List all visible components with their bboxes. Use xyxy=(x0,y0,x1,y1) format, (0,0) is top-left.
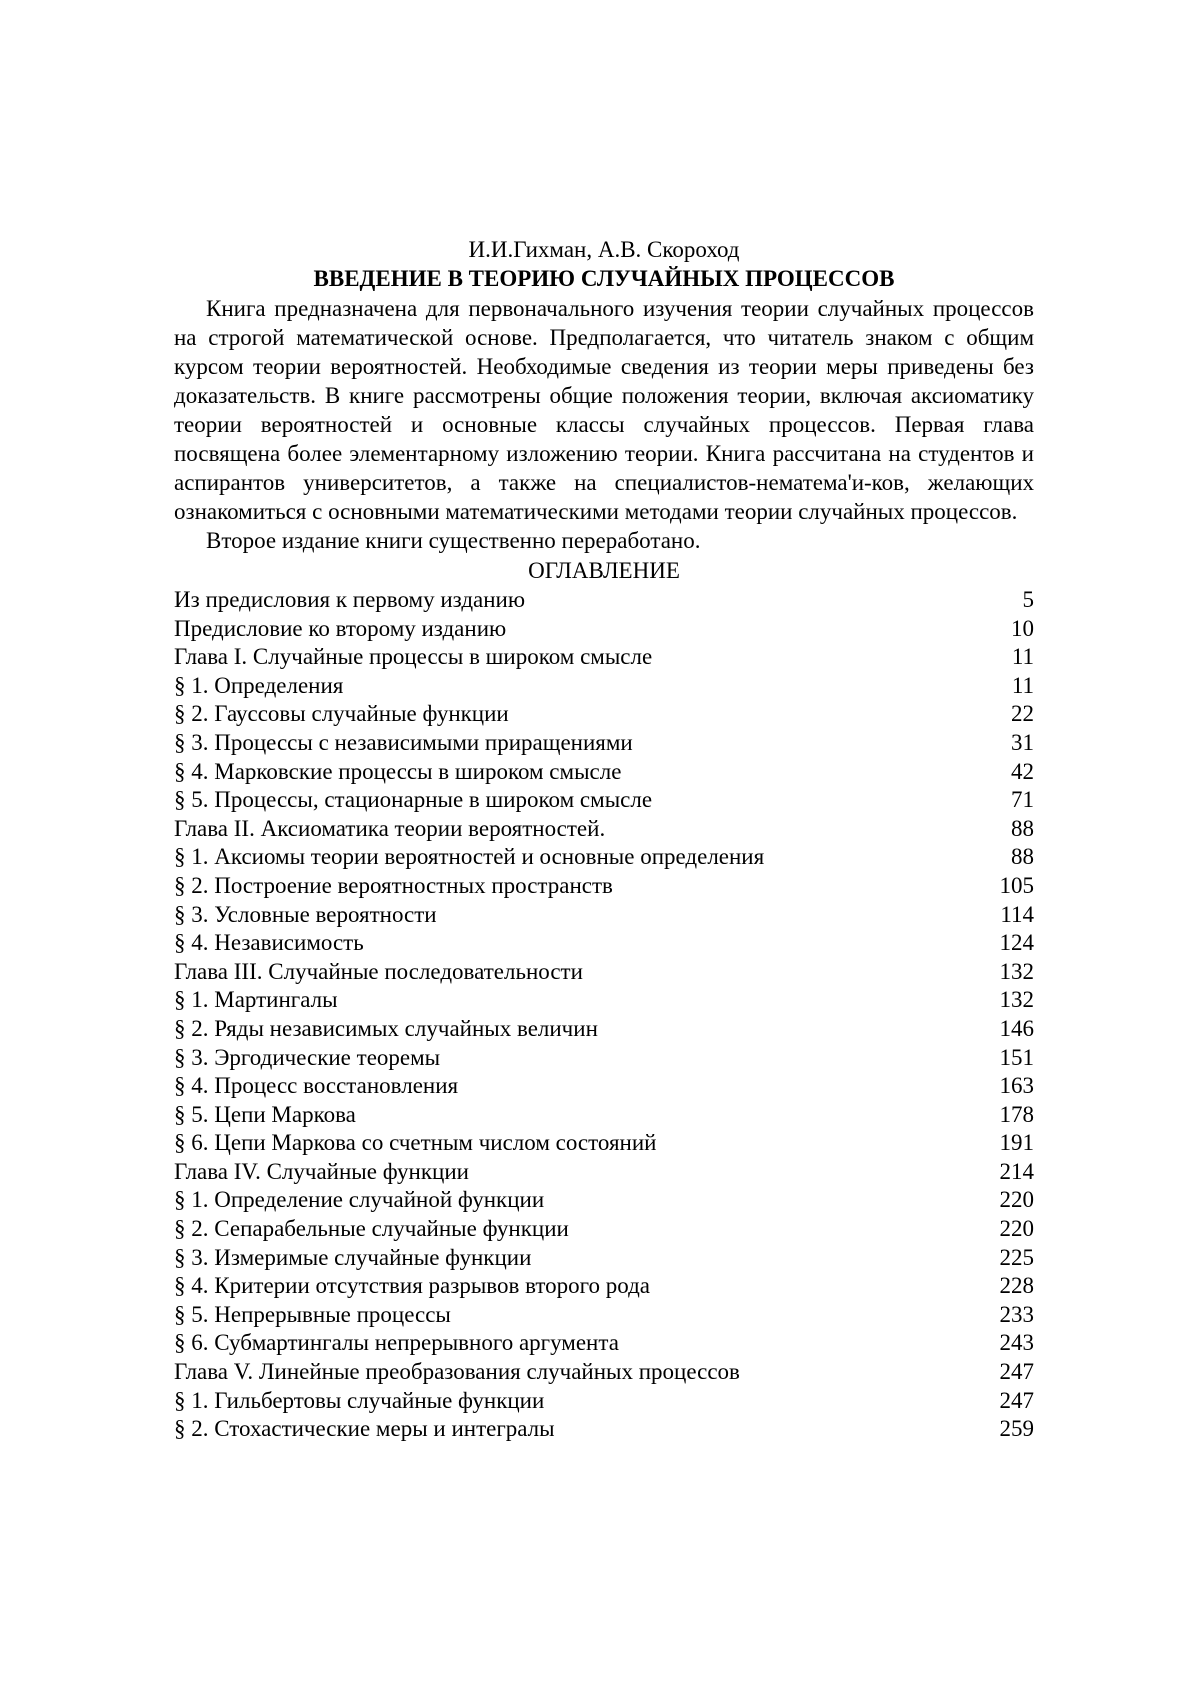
toc-entry-title: § 1. Мартингалы xyxy=(174,987,338,1013)
toc-entry xyxy=(174,1329,1034,1358)
toc-entry-page: 31 xyxy=(1011,729,1034,755)
toc-entry-page: 146 xyxy=(999,1015,1034,1041)
toc-entry-page: 151 xyxy=(999,1044,1034,1070)
toc-entry xyxy=(174,1186,1034,1215)
toc-entry xyxy=(174,815,1034,844)
toc-entry-page: 132 xyxy=(999,958,1034,984)
toc-entry-page: 88 xyxy=(1011,844,1034,870)
toc-entry-title: § 4. Процесс восстановления xyxy=(174,1073,459,1099)
toc-entry-title: § 2. Сепарабельные случайные функции xyxy=(174,1216,569,1242)
toc-entry-page: 178 xyxy=(999,1101,1034,1127)
toc-entry-title: Глава V. Линейные преобразования случайных процессов xyxy=(174,1359,740,1385)
toc-entry xyxy=(174,1044,1034,1073)
toc-entry-title: § 1. Определения xyxy=(174,672,344,698)
toc-entry xyxy=(174,958,1034,987)
toc-entry-title: § 5. Непрерывные процессы xyxy=(174,1301,451,1327)
toc-entry-page: 11 xyxy=(1011,672,1034,698)
toc-entry-title: § 1. Гильбертовы случайные функции xyxy=(174,1387,545,1413)
toc-entry-page: 191 xyxy=(999,1130,1034,1156)
toc-entry xyxy=(174,758,1034,787)
toc-entry xyxy=(174,1015,1034,1044)
toc-entry xyxy=(174,1415,1034,1444)
toc-entry xyxy=(174,1244,1034,1273)
toc-entry-title: Глава I. Случайные процессы в широком смысле xyxy=(174,644,653,670)
toc-entry-page: 225 xyxy=(999,1244,1034,1270)
book-title: ВВЕДЕНИЕ В ТЕОРИЮ СЛУЧАЙНЫХ ПРОЦЕССОВ xyxy=(313,266,895,291)
toc-entry-page: 243 xyxy=(999,1330,1034,1356)
toc-entry xyxy=(174,615,1034,644)
toc-entry xyxy=(174,700,1034,729)
toc-entry-page: 124 xyxy=(999,930,1034,956)
toc-entry-title: Глава IV. Случайные функции xyxy=(174,1158,469,1184)
toc-entry-page: 114 xyxy=(1000,901,1034,927)
toc-entry-title: Глава III. Случайные последовательности xyxy=(174,958,583,984)
table-of-contents xyxy=(174,586,1034,1444)
toc-entry-page: 71 xyxy=(1011,787,1034,813)
toc-entry xyxy=(174,786,1034,815)
toc-entry-title: Глава II. Аксиоматика теории вероятностей. xyxy=(174,815,606,841)
toc-entry-page: 5 xyxy=(1022,587,1034,612)
toc-entry-title: § 2. Гауссовы случайные функции xyxy=(174,701,509,727)
toc-entry xyxy=(174,929,1034,958)
page-content xyxy=(174,236,1034,1444)
toc-entry-page: 10 xyxy=(1011,615,1034,641)
toc-entry-title: § 2. Стохастические меры и интегралы xyxy=(174,1416,555,1442)
toc-entry-title: § 2. Ряды независимых случайных величин xyxy=(174,1015,598,1041)
abstract-edition-note: Второе издание книги существенно переработано. xyxy=(206,528,701,553)
toc-entry-page: 228 xyxy=(999,1273,1034,1299)
book-authors: И.И.Гихман, А.В. Скороход xyxy=(468,237,740,262)
toc-entry xyxy=(174,1387,1034,1416)
toc-entry-title: § 4. Независимость xyxy=(174,930,364,956)
toc-entry-page: 220 xyxy=(999,1187,1034,1213)
toc-entry xyxy=(174,586,1034,615)
toc-entry xyxy=(174,672,1034,701)
toc-entry xyxy=(174,1301,1034,1330)
toc-entry xyxy=(174,901,1034,930)
toc-entry-title: § 6. Цепи Маркова со счетным числом состояний xyxy=(174,1130,657,1156)
toc-entry xyxy=(174,843,1034,872)
toc-entry xyxy=(174,1272,1034,1301)
toc-entry-title: § 1. Аксиомы теории вероятностей и основные определения xyxy=(174,844,765,870)
toc-entry-title: § 1. Определение случайной функции xyxy=(174,1187,545,1213)
toc-entry-title: § 6. Субмартингалы непрерывного аргумента xyxy=(174,1330,619,1356)
abstract-paragraph: Книга предназначена для первоначального изучения теории случайных процессов на строгой математической основе. Предполагается, что читатель знаком с общим курсом теории вероятностей. Необходимые сведения из теории меры приведены без доказательств. В книге рассмотрены общие положения теории, включая аксиоматику теории вероятностей и основные классы случайных процессов. Первая глава посвящена более элементарному изложению теории. Книга рассчитана на студентов и аспирантов университетов, а также на специалистов-нематема'и-ков, желающих ознакомиться с основными математическими методами теории случайных процессов. xyxy=(174,296,1034,524)
toc-entry xyxy=(174,986,1034,1015)
toc-entry-page: 163 xyxy=(999,1073,1034,1099)
toc-entry-title: § 5. Цепи Маркова xyxy=(174,1101,356,1127)
toc-entry-title: Из предисловия к первому изданию xyxy=(174,587,526,612)
toc-entry-page: 259 xyxy=(999,1416,1034,1442)
toc-entry xyxy=(174,872,1034,901)
toc-entry-page: 247 xyxy=(999,1387,1034,1413)
toc-entry-page: 214 xyxy=(999,1158,1034,1184)
toc-entry-page: 132 xyxy=(999,987,1034,1013)
toc-entry xyxy=(174,1215,1034,1244)
toc-entry-page: 105 xyxy=(999,872,1034,898)
toc-entry-page: 247 xyxy=(999,1359,1034,1385)
toc-entry xyxy=(174,1158,1034,1187)
toc-entry xyxy=(174,729,1034,758)
toc-entry-title: § 3. Условные вероятности xyxy=(174,901,437,927)
toc-entry xyxy=(174,643,1034,672)
toc-entry-title: § 3. Эргодические теоремы xyxy=(174,1044,441,1070)
toc-entry-title: § 4. Критерии отсутствия разрывов второго рода xyxy=(174,1273,651,1299)
toc-entry xyxy=(174,1358,1034,1387)
toc-entry xyxy=(174,1072,1034,1101)
book-abstract xyxy=(174,294,1034,555)
toc-entry-title: § 3. Измеримые случайные функции xyxy=(174,1244,532,1270)
toc-entry-title: § 3. Процессы с независимыми приращениями xyxy=(174,729,633,755)
toc-entry-page: 42 xyxy=(1011,758,1034,784)
toc-entry-page: 22 xyxy=(1011,701,1034,727)
toc-entry-title: § 5. Процессы, стационарные в широком смысле xyxy=(174,787,653,813)
toc-entry-page: 88 xyxy=(1011,815,1034,841)
toc-entry-title: Предисловие ко второму изданию xyxy=(174,615,507,641)
toc-entry-title: § 4. Марковские процессы в широком смысле xyxy=(174,758,622,784)
toc-entry xyxy=(174,1129,1034,1158)
toc-entry-page: 11 xyxy=(1011,644,1034,670)
toc-entry-page: 233 xyxy=(999,1301,1034,1327)
toc-entry-title: § 2. Построение вероятностных пространств xyxy=(174,872,613,898)
toc-entry xyxy=(174,1101,1034,1130)
toc-heading: ОГЛАВЛЕНИЕ xyxy=(528,558,680,583)
toc-entry-page: 220 xyxy=(999,1216,1034,1242)
